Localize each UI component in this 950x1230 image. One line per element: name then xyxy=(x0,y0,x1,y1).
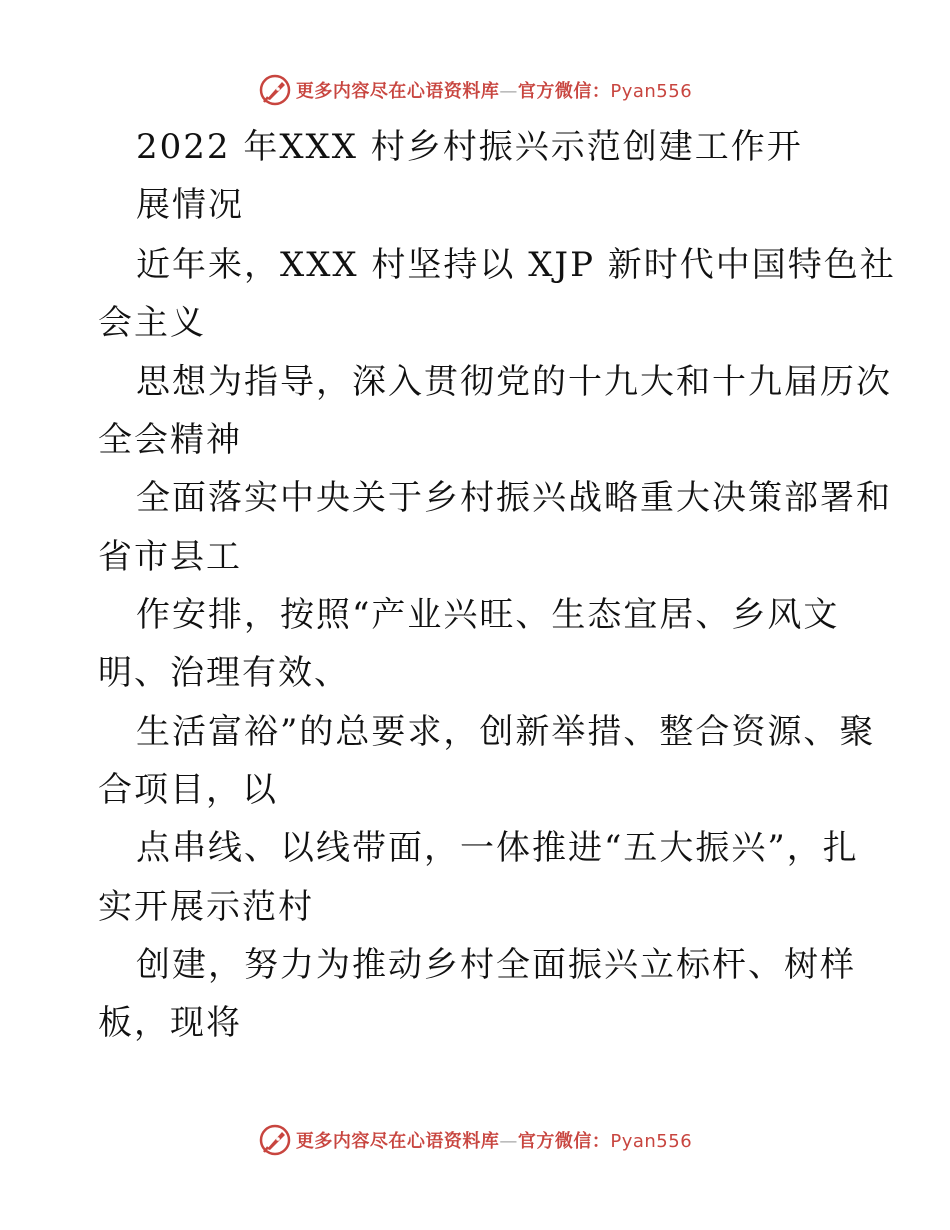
watermark-site-text: 更多内容尽在心语资料库 xyxy=(295,1131,500,1152)
watermark-dash: — xyxy=(499,81,518,102)
paragraph-line: 合项目，以 xyxy=(98,770,278,810)
watermark-wechat-id: Pyan556 xyxy=(610,1131,693,1152)
watermark-official: 官方微信： xyxy=(517,81,611,102)
document-title-line-1: 2022 年XXX 村乡村振兴示范创建工作开 xyxy=(136,127,803,167)
paragraph-line: 创建，努力为推动乡村全面振兴立标杆、树样 xyxy=(136,945,856,985)
paragraph-line: 全会精神 xyxy=(98,420,242,460)
paragraph-line: 明、治理有效、 xyxy=(98,653,350,693)
footer-watermark xyxy=(0,1120,950,1160)
document-title-line-2: 展情况 xyxy=(136,185,244,225)
watermark-text xyxy=(296,77,692,103)
watermark-site-text: 更多内容尽在心语资料库 xyxy=(295,81,500,102)
watermark-wechat-id: Pyan556 xyxy=(610,81,693,102)
paragraph-line: 实开展示范村 xyxy=(98,887,314,927)
watermark-official: 官方微信： xyxy=(517,1131,611,1152)
quill-logo-icon xyxy=(258,73,292,107)
paragraph-line: 思想为指导，深入贯彻党的十九大和十九届历次 xyxy=(136,362,892,402)
paragraph-line: 板，现将 xyxy=(98,1003,242,1043)
watermark-dash: — xyxy=(499,1131,518,1152)
header-watermark xyxy=(0,70,950,110)
paragraph-line: 全面落实中央关于乡村振兴战略重大决策部署和 xyxy=(136,478,892,518)
paragraph-line: 点串线、以线带面，一体推进“五大振兴”，扎 xyxy=(136,828,859,868)
paragraph-line: 省市县工 xyxy=(98,537,242,577)
quill-logo-icon xyxy=(258,1123,292,1157)
watermark-text xyxy=(296,1127,692,1153)
paragraph-line: 近年来，XXX 村坚持以 XJP 新时代中国特色社 xyxy=(136,245,896,285)
paragraph-line: 生活富裕”的总要求，创新举措、整合资源、聚 xyxy=(136,712,876,752)
paragraph-line: 会主义 xyxy=(98,303,206,343)
paragraph-line: 作安排，按照“产业兴旺、生态宜居、乡风文 xyxy=(136,595,840,635)
